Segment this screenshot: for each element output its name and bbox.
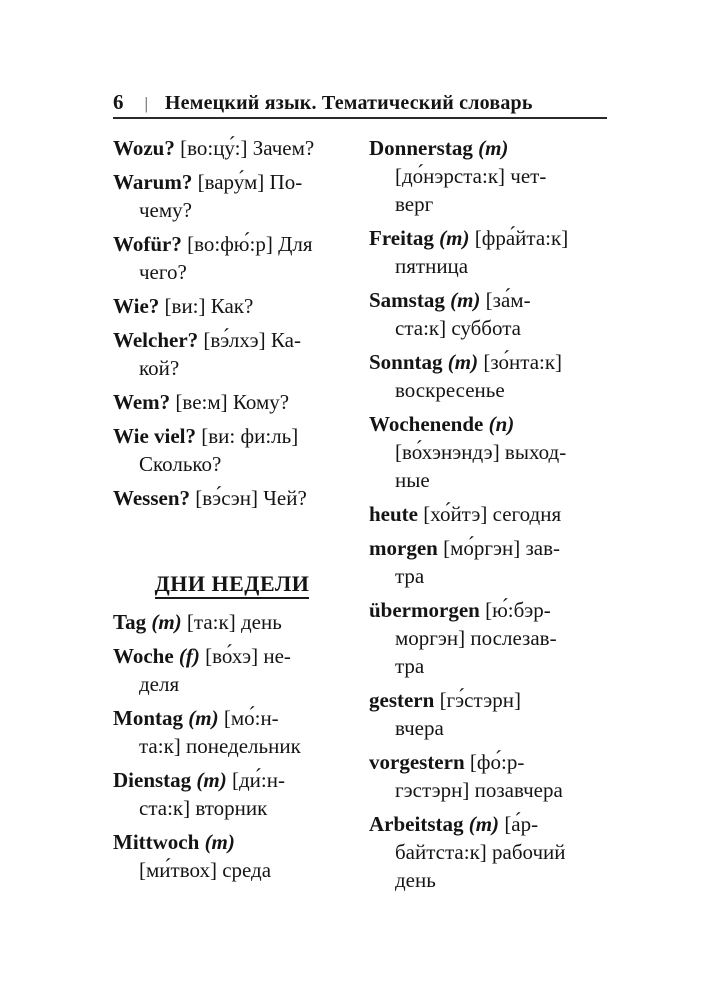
headword: Wessen? bbox=[113, 486, 191, 510]
headword: Donnerstag bbox=[369, 136, 473, 160]
entry-text: [во́хэ] не- bbox=[199, 644, 291, 668]
headword: Freitag bbox=[369, 226, 434, 250]
dictionary-entry bbox=[113, 766, 351, 822]
headword: Wochenende bbox=[369, 412, 484, 436]
entry-text: [ве:м] Кому? bbox=[170, 390, 290, 414]
entry-line bbox=[369, 190, 607, 218]
entry-text: [гэ́стэрн] bbox=[434, 688, 521, 712]
entry-text: [ди́:н- bbox=[226, 768, 285, 792]
entry-line bbox=[369, 624, 607, 652]
entry-line bbox=[369, 314, 607, 342]
header-separator: | bbox=[144, 94, 148, 113]
dictionary-entry bbox=[369, 500, 607, 528]
entry-text: [мо́ргэн] зав- bbox=[437, 536, 560, 560]
entry-text: [ви: фи:ль] bbox=[196, 424, 299, 448]
headword: Samstag bbox=[369, 288, 445, 312]
entry-line bbox=[113, 134, 351, 162]
gender-marker: (m) bbox=[444, 288, 481, 312]
entry-line bbox=[369, 838, 607, 866]
headword: Mittwoch bbox=[113, 830, 200, 854]
entry-line bbox=[369, 562, 607, 590]
entry-line bbox=[369, 500, 607, 528]
dictionary-entry bbox=[113, 828, 351, 884]
entry-line bbox=[369, 596, 607, 624]
entry-text: [вэ́лхэ] Ка- bbox=[198, 328, 301, 352]
entry-line bbox=[113, 704, 351, 732]
entry-text: [во:фю́:р] Для bbox=[181, 232, 313, 256]
entry-line bbox=[369, 438, 607, 466]
dictionary-entry bbox=[369, 410, 607, 494]
dictionary-entry bbox=[369, 348, 607, 404]
headword: Warum? bbox=[113, 170, 193, 194]
headword: Wozu? bbox=[113, 136, 175, 160]
entry-text: [во́хэнэндэ] выход- bbox=[395, 440, 567, 464]
section-heading-text: ДНИ НЕДЕЛИ bbox=[155, 571, 310, 599]
dictionary-entry bbox=[113, 134, 351, 162]
entry-text: [фо́:р- bbox=[464, 750, 525, 774]
dictionary-entry bbox=[369, 224, 607, 280]
headword: Montag bbox=[113, 706, 183, 730]
dictionary-entry bbox=[113, 388, 351, 416]
dictionary-entry bbox=[369, 596, 607, 680]
entry-line bbox=[369, 162, 607, 190]
entry-line bbox=[113, 670, 351, 698]
headword: Welcher? bbox=[113, 328, 199, 352]
entry-line bbox=[113, 422, 351, 450]
entry-line bbox=[369, 776, 607, 804]
entry-line bbox=[113, 794, 351, 822]
entry-text: [ю́:бэр- bbox=[479, 598, 551, 622]
entry-line bbox=[113, 196, 351, 224]
headword: Wem? bbox=[113, 390, 171, 414]
dictionary-entry bbox=[369, 286, 607, 342]
entry-line bbox=[113, 732, 351, 760]
gender-marker: (m) bbox=[183, 706, 219, 730]
entry-line bbox=[113, 450, 351, 478]
entry-text: [ми́твох] среда bbox=[139, 858, 272, 882]
entry-text: вчера bbox=[395, 716, 444, 740]
dictionary-entry bbox=[113, 704, 351, 760]
headword: übermorgen bbox=[369, 598, 480, 622]
entry-text: гэстэрн] позавчера bbox=[395, 778, 563, 802]
entry-line bbox=[113, 326, 351, 354]
gender-marker: (m) bbox=[472, 136, 509, 160]
entry-text: моргэн] послезав- bbox=[395, 626, 557, 650]
dictionary-entry bbox=[113, 608, 351, 636]
dictionary-entry bbox=[369, 534, 607, 590]
gender-marker: (f) bbox=[173, 644, 200, 668]
entry-line bbox=[369, 810, 607, 838]
entry-text: ные bbox=[395, 468, 430, 492]
entry-text: ста:к] суббота bbox=[395, 316, 521, 340]
entry-line bbox=[113, 388, 351, 416]
entry-line bbox=[113, 856, 351, 884]
dictionary-entry bbox=[113, 326, 351, 382]
dictionary-entry bbox=[113, 642, 351, 698]
entry-text: воскресенье bbox=[395, 378, 505, 402]
section-heading bbox=[113, 570, 351, 598]
headword: gestern bbox=[369, 688, 435, 712]
entry-text: деля bbox=[139, 672, 180, 696]
entry-line bbox=[369, 748, 607, 776]
entry-text: пятница bbox=[395, 254, 469, 278]
entry-text: Сколько? bbox=[139, 452, 222, 476]
headword: Woche bbox=[113, 644, 174, 668]
entry-line bbox=[369, 714, 607, 742]
entry-text: чему? bbox=[139, 198, 192, 222]
entry-text: верг bbox=[395, 192, 434, 216]
entry-line bbox=[369, 652, 607, 680]
entry-text: [зо́нта:к] bbox=[478, 350, 563, 374]
entry-text: та:к] понедельник bbox=[139, 734, 301, 758]
entry-line bbox=[113, 766, 351, 794]
entry-line bbox=[369, 224, 607, 252]
entry-text: день bbox=[395, 868, 436, 892]
gender-marker: (m) bbox=[442, 350, 479, 374]
entry-text: тра bbox=[395, 564, 425, 588]
headword: Sonntag bbox=[369, 350, 443, 374]
entry-line bbox=[113, 828, 351, 856]
headword: vorgestern bbox=[369, 750, 465, 774]
entry-line bbox=[113, 168, 351, 196]
gender-marker: (m) bbox=[463, 812, 500, 836]
dictionary-entry bbox=[113, 422, 351, 478]
entry-text: [мо́:н- bbox=[218, 706, 279, 730]
entry-line bbox=[369, 866, 607, 894]
dictionary-entry bbox=[113, 484, 351, 512]
headword: Wie viel? bbox=[113, 424, 197, 448]
dictionary-content bbox=[113, 134, 607, 900]
gender-marker: (m) bbox=[191, 768, 227, 792]
entry-text: байтста:к] рабочий bbox=[395, 840, 566, 864]
entry-line bbox=[369, 252, 607, 280]
entry-text: [вару́м] По- bbox=[192, 170, 303, 194]
entry-text: [хо́йтэ] сегодня bbox=[418, 502, 562, 526]
page-header bbox=[113, 90, 607, 116]
entry-text: кой? bbox=[139, 356, 180, 380]
gender-marker: (n) bbox=[483, 412, 515, 436]
headword: Tag bbox=[113, 610, 147, 634]
entry-line bbox=[369, 534, 607, 562]
page-number: 6 bbox=[113, 90, 124, 114]
dictionary-entry bbox=[369, 134, 607, 218]
entry-line bbox=[369, 286, 607, 314]
headword: morgen bbox=[369, 536, 438, 560]
entry-line bbox=[113, 230, 351, 258]
dictionary-entry bbox=[113, 230, 351, 286]
headword: Wofür? bbox=[113, 232, 182, 256]
entry-line bbox=[113, 258, 351, 286]
entry-line bbox=[113, 608, 351, 636]
entry-line bbox=[113, 354, 351, 382]
right-column bbox=[369, 134, 607, 900]
gender-marker: (m) bbox=[199, 830, 235, 854]
entry-line bbox=[369, 348, 607, 376]
dictionary-entry bbox=[369, 810, 607, 894]
entry-line bbox=[113, 484, 351, 512]
entry-line bbox=[369, 466, 607, 494]
headword: Dienstag bbox=[113, 768, 192, 792]
dictionary-entry bbox=[369, 686, 607, 742]
entry-text: [за́м- bbox=[480, 288, 531, 312]
entry-text: ста:к] вторник bbox=[139, 796, 268, 820]
entry-text: [фра́йта:к] bbox=[469, 226, 569, 250]
gender-marker: (m) bbox=[146, 610, 182, 634]
dictionary-entry bbox=[113, 168, 351, 224]
headword: Wie? bbox=[113, 294, 160, 318]
headword: Arbeitstag bbox=[369, 812, 464, 836]
entry-line bbox=[113, 642, 351, 670]
headword: heute bbox=[369, 502, 418, 526]
entry-text: чего? bbox=[139, 260, 187, 284]
entry-line bbox=[113, 292, 351, 320]
dictionary-entry bbox=[369, 748, 607, 804]
header-rule bbox=[113, 117, 607, 119]
dictionary-entry bbox=[113, 292, 351, 320]
entry-text: тра bbox=[395, 654, 425, 678]
entry-text: [вэ́сэн] Чей? bbox=[190, 486, 307, 510]
entry-text: [ви:] Как? bbox=[159, 294, 254, 318]
entry-line bbox=[369, 134, 607, 162]
entry-line bbox=[369, 686, 607, 714]
book-title: Немецкий язык. Тематический словарь bbox=[164, 92, 533, 114]
entry-text: [а́р- bbox=[499, 812, 539, 836]
left-column bbox=[113, 134, 351, 900]
gender-marker: (m) bbox=[433, 226, 470, 250]
entry-text: [та:к] день bbox=[181, 610, 282, 634]
entry-line bbox=[369, 376, 607, 404]
entry-line bbox=[369, 410, 607, 438]
entry-text: [во:цу́:] Зачем? bbox=[174, 136, 315, 160]
entry-text: [до́нэрста:к] чет- bbox=[395, 164, 547, 188]
